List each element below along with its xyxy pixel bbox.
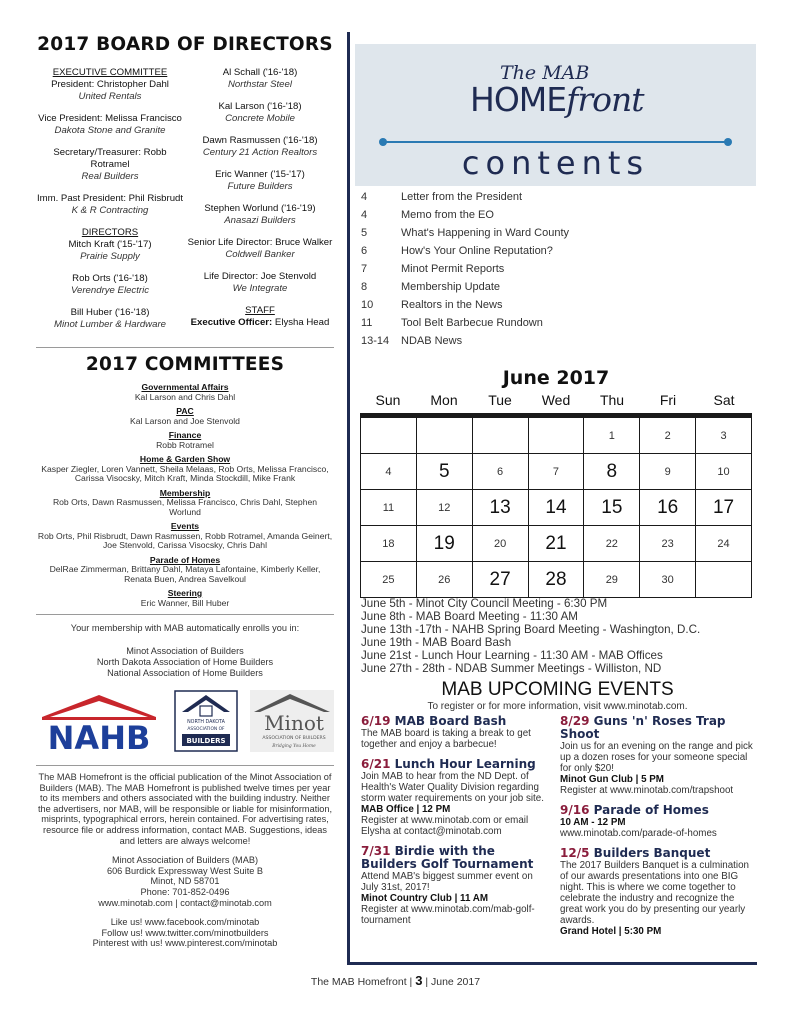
toc-item[interactable] [361, 208, 741, 226]
event-name: Parade of Homes [593, 803, 709, 817]
calendar-day: 11 [361, 490, 417, 526]
calendar-day: 29 [584, 562, 640, 598]
events-title: MAB UPCOMING EVENTS [441, 679, 674, 700]
calendar-day: 12 [416, 490, 472, 526]
committee [36, 407, 334, 426]
board-member-company: United Rentals [78, 91, 142, 102]
calendar-day [416, 418, 472, 454]
calendar-day: 9 [640, 454, 696, 490]
masthead-rule [383, 141, 729, 143]
committee [36, 556, 334, 585]
event-location: 10 AM - 12 PM [560, 817, 626, 828]
event-body [560, 817, 754, 839]
committee-members: Robb Rotramel [156, 439, 214, 450]
association-logos [36, 689, 334, 753]
event-description: The MAB board is taking a break to get together and enjoy a barbecue! [361, 728, 531, 750]
toc-page: 7 [361, 263, 368, 275]
event-description: Join us for an evening on the range and pick up a dozen roses for your someone special for only $20! [560, 741, 753, 774]
address-line: Minot Association of Builders (MAB) [111, 855, 259, 866]
calendar-day: 19 [416, 526, 472, 562]
weekday-label: Fri [659, 392, 677, 408]
about-text: The MAB Homefront is the official publication of the Minot Association of Builders (MAB). The MAB Homefront is published twelve times per year to its members and others associated with the building industry. Neither the advertisers, nor MAB, will be responsible or liable for misinformation, misprints, typographical errors, herein contained. For advertising rates, resource file or address information, contact MAB. Suggestions, ideas and letters are always welcome! [37, 772, 333, 846]
event-description: Join MAB to hear from the ND Dept. of Health's Water Quality Division regarding storm water requirements on your job site. [361, 771, 544, 804]
event-body [361, 728, 551, 750]
events-right-column [560, 715, 754, 945]
board-member-name: Senior Life Director: Bruce Walker [187, 237, 333, 248]
event-date: 6/19 [361, 714, 391, 728]
toc-page: 13-14 [361, 335, 390, 347]
toc-title: How's Your Online Reputation? [401, 245, 553, 257]
board-member-name: Secretary/Treasurer: Robb Rotramel [53, 147, 167, 170]
calendar-day: 7 [528, 454, 584, 490]
calendar-title: June 2017 [502, 367, 610, 389]
calendar-day: 24 [696, 526, 752, 562]
event-item [361, 715, 551, 750]
mab-address [36, 855, 334, 908]
board-member-name: Eric Wanner ('15-'17) [215, 169, 305, 180]
event-item [361, 758, 551, 837]
toc-item[interactable] [361, 280, 741, 298]
svg-text:Bridging You Home: Bridging You Home [272, 744, 316, 749]
board-member-name: Rob Orts ('16-'18) [72, 273, 148, 284]
contents-heading: contents [461, 144, 650, 182]
committee-name: Governmental Affairs [141, 382, 229, 392]
committee-members: Kal Larson and Joe Stenvold [130, 415, 240, 426]
calendar-week [361, 526, 752, 562]
toc-title: Tool Belt Barbecue Rundown [401, 317, 543, 329]
meeting-item: June 27th - 28th - NDAB Summer Meetings - Williston, ND [361, 662, 662, 675]
calendar-week [361, 454, 752, 490]
staff-head: STAFF [245, 305, 275, 316]
board-member-company: Prairie Supply [80, 251, 140, 262]
board-right-column [186, 67, 334, 341]
calendar-day: 23 [640, 526, 696, 562]
event-body [560, 741, 754, 796]
calendar-day: 25 [361, 562, 417, 598]
calendar-day: 26 [416, 562, 472, 598]
event-item [560, 715, 754, 796]
weekday-label: Wed [541, 392, 571, 408]
event-date: 9/16 [560, 803, 590, 817]
membership-orgs [36, 646, 334, 679]
toc-title: What's Happening in Ward County [401, 227, 569, 239]
meeting-item: June 21st - Lunch Hour Learning - 11:30 AM - MAB Offices [361, 649, 663, 662]
event-register: Register at www.minotab.com/trapshoot [560, 785, 734, 796]
committee-name: Parade of Homes [149, 554, 221, 565]
event-body [560, 860, 754, 937]
committee-name: Home & Garden Show [139, 454, 231, 464]
calendar-day: 20 [472, 526, 528, 562]
weekday-label: Sat [713, 392, 735, 408]
calendar-day: 6 [472, 454, 528, 490]
social-link[interactable]: Follow us! www.twitter.com/minotbuilders [101, 927, 269, 938]
committee [36, 455, 334, 484]
event-location: Minot Country Club | 11 AM [361, 893, 489, 904]
committee-members: Rob Orts, Dawn Rasmussen, Melissa Francisco, Chris Dahl, Stephen Worlund [52, 497, 318, 517]
board-member-company: We Integrate [232, 283, 288, 294]
toc-title: Letter from the President [401, 191, 523, 203]
event-location: MAB Office | 12 PM [361, 804, 451, 815]
event-register: Register at www.minotab.com or email Elysha at contact@minotab.com [361, 815, 529, 837]
weekday-label: Thu [599, 392, 625, 408]
board-member-name: Stephen Worlund ('16-'19) [204, 203, 316, 214]
membership-info [36, 623, 334, 679]
event-title [361, 715, 551, 728]
committee-name: Finance [168, 430, 202, 440]
masthead-logo: HOMEfront [470, 80, 644, 119]
calendar-day: 28 [528, 562, 584, 598]
toc-item[interactable] [361, 190, 741, 208]
event-body [361, 771, 551, 837]
board-member-name: Dawn Rasmussen ('16-'18) [202, 135, 318, 146]
column-divider [347, 32, 350, 964]
events-left-column [361, 715, 551, 934]
committee-name: Membership [159, 487, 211, 498]
calendar-day [472, 418, 528, 454]
event-register: www.minotab.com/parade-of-homes [560, 828, 717, 839]
event-name: MAB Board Bash [394, 714, 507, 728]
committee [36, 489, 334, 518]
address-line: 606 Burdick Expressway West Suite B [106, 865, 264, 876]
event-location: Grand Hotel | 5:30 PM [560, 926, 662, 937]
weekday-label: Sun [375, 392, 401, 408]
address-line: Phone: 701-852-0496 [140, 886, 230, 897]
committee-members: DelRae Zimmerman, Brittany Dahl, Mataya Lafontaine, Kimberly Keller, Renata Buen, Andrea Savelkoul [49, 564, 321, 584]
committee-members: Eric Wanner, Bill Huber [140, 597, 230, 608]
about-publication [36, 772, 334, 949]
board-member [186, 203, 334, 227]
events-subtitle: To register or for more information, visit www.minotab.com. [427, 701, 688, 712]
event-name: Builders Banquet [593, 846, 711, 860]
board-member-company: Coldwell Banker [225, 249, 295, 260]
toc-page: 8 [361, 281, 368, 293]
board-member-name: Mitch Kraft ('15-'17) [68, 239, 152, 250]
left-column [36, 34, 334, 958]
event-date: 12/5 [560, 846, 590, 860]
event-name: Guns 'n' Roses Trap Shoot [560, 714, 726, 741]
event-title [560, 847, 754, 860]
calendar-day: 2 [640, 418, 696, 454]
board-directory [36, 67, 334, 341]
toc-title: Realtors in the News [401, 299, 503, 311]
calendar-day: 3 [696, 418, 752, 454]
toc-item[interactable] [361, 262, 741, 280]
toc-title: Minot Permit Reports [401, 263, 505, 275]
board-member-company: Anasazi Builders [224, 215, 296, 226]
masthead [355, 44, 756, 186]
committee [36, 383, 334, 402]
event-date: 7/31 [361, 844, 391, 858]
board-left-column [36, 67, 184, 341]
address-line: Minot, ND 58701 [150, 876, 220, 887]
calendar-day: 13 [472, 490, 528, 526]
divider [36, 614, 334, 615]
bottom-border [347, 962, 757, 965]
nahb-logo [36, 689, 162, 753]
calendar-day: 22 [584, 526, 640, 562]
committees-title: 2017 COMMITTEES [85, 354, 285, 375]
staff-line [186, 317, 334, 329]
toc-page: 11 [361, 317, 373, 329]
board-member-name: Life Director: Joe Stenvold [203, 271, 317, 282]
board-member [36, 307, 184, 331]
calendar-day [696, 562, 752, 598]
toc-item[interactable] [361, 334, 741, 352]
membership-org: National Association of Home Builders [107, 668, 263, 678]
svg-text:BUILDERS: BUILDERS [186, 737, 226, 745]
committee [36, 431, 334, 450]
event-title [361, 758, 551, 771]
divider [36, 765, 334, 766]
social-link[interactable]: Pinterest with us! www.pinterest.com/minotab [92, 938, 278, 949]
meeting-item: June 13th -17th - NAHB Spring Board Meeting - Washington, D.C. [361, 623, 701, 636]
committee-name: Events [170, 521, 200, 531]
event-title [560, 715, 754, 741]
toc-item[interactable] [361, 316, 741, 334]
toc-item[interactable] [361, 226, 741, 244]
board-member [36, 147, 184, 183]
event-description: The 2017 Builders Banquet is a culmination of our awards presentations into one BIG night. This is where we come together to celebrate the industry and recognize the great work you do by presenting our yearly awards. [560, 860, 749, 926]
board-member-name: Bill Huber ('16-'18) [70, 307, 150, 318]
committee [36, 589, 334, 608]
board-member-company: Northstar Steel [228, 79, 292, 90]
board-member-company: Dakota Stone and Granite [54, 125, 166, 136]
calendar-day: 18 [361, 526, 417, 562]
social-link[interactable]: Like us! www.facebook.com/minotab [110, 917, 260, 928]
committee [36, 522, 334, 551]
calendar-day: 17 [696, 490, 752, 526]
staff-name: Elysha Head [274, 317, 330, 328]
calendar-day: 4 [361, 454, 417, 490]
committee-members: Rob Orts, Phil Risbrudt, Dawn Rasmussen, Robb Rotramel, Amanda Geinert, Joe Stenvold, Carissa Visocsky, Chris Dahl [37, 530, 333, 550]
board-member [36, 273, 184, 297]
svg-text:ASSOCIATION OF BUILDERS: ASSOCIATION OF BUILDERS [262, 736, 326, 741]
calendar-grid [360, 417, 752, 598]
committees-list [36, 383, 334, 608]
committee-members: Kasper Ziegler, Loren Vannett, Sheila Melaas, Rob Orts, Melissa Francisco, Carissa Visocsky, Mitch Kraft, Minda Stockdill, Mike Frank [41, 463, 329, 483]
weekday-label: Mon [430, 392, 458, 408]
meetings-list [361, 597, 756, 675]
board-member-name: Kal Larson ('16-'18) [218, 101, 302, 112]
toc-title: Membership Update [401, 281, 501, 293]
board-member [36, 113, 184, 137]
board-member-company: Minot Lumber & Hardware [54, 319, 166, 330]
committee-name: Steering [167, 588, 203, 598]
board-member [186, 101, 334, 125]
membership-org: Minot Association of Builders [126, 646, 244, 656]
calendar-day: 10 [696, 454, 752, 490]
calendar-day: 21 [528, 526, 584, 562]
calendar-day: 1 [584, 418, 640, 454]
minot-logo [250, 690, 334, 752]
table-of-contents [361, 190, 741, 352]
board-member [186, 237, 334, 261]
board-member [186, 135, 334, 159]
board-member-company: Concrete Mobile [225, 113, 295, 124]
svg-text:NORTH DAKOTA: NORTH DAKOTA [187, 720, 225, 725]
board-section-head: EXECUTIVE COMMITTEE [52, 67, 168, 78]
board-member [36, 227, 184, 263]
committee-members: Kal Larson and Chris Dahl [134, 391, 236, 402]
event-item [560, 804, 754, 839]
svg-text:NAHB: NAHB [47, 719, 151, 753]
calendar-weekdays [360, 392, 752, 408]
event-date: 8/29 [560, 714, 590, 728]
board-member [36, 67, 184, 103]
board-member-company: Century 21 Action Realtors [202, 147, 318, 158]
membership-intro: Your membership with MAB automatically enrolls you in: [70, 623, 300, 633]
board-section-head: DIRECTORS [81, 227, 139, 238]
board-member-name: Al Schall ('16-'18) [222, 67, 298, 78]
calendar-day [361, 418, 417, 454]
calendar-week [361, 490, 752, 526]
masthead-pre: The MAB [500, 62, 590, 84]
weekday-label: Tue [488, 392, 512, 408]
toc-page: 4 [361, 209, 368, 221]
calendar-week [361, 562, 752, 598]
board-member-company: Verendrye Electric [70, 285, 150, 296]
page-footer: The MAB Homefront | 3 | June 2017 [310, 973, 481, 988]
staff-entry [186, 305, 334, 329]
calendar-week [361, 418, 752, 454]
meeting-item: June 19th - MAB Board Bash [361, 636, 512, 649]
divider [36, 347, 334, 348]
toc-page: 5 [361, 227, 368, 239]
meeting-item: June 8th - MAB Board Meeting - 11:30 AM [361, 610, 578, 623]
board-member-company: Real Builders [81, 171, 139, 182]
calendar-day: 27 [472, 562, 528, 598]
calendar-day: 30 [640, 562, 696, 598]
event-register: Register at www.minotab.com/mab-golf-tournament [361, 904, 535, 926]
calendar-day: 15 [584, 490, 640, 526]
staff-label: Executive Officer: [190, 317, 273, 328]
event-body [361, 871, 551, 926]
toc-page: 4 [361, 191, 368, 203]
meeting-item: June 5th - Minot City Council Meeting - 6:30 PM [361, 597, 608, 610]
board-title: 2017 BOARD OF DIRECTORS [37, 34, 333, 55]
calendar-day: 8 [584, 454, 640, 490]
event-title [361, 845, 551, 871]
board-member-company: K & R Contracting [71, 205, 149, 216]
calendar-day: 14 [528, 490, 584, 526]
event-title [560, 804, 754, 817]
calendar-day: 16 [640, 490, 696, 526]
svg-text:ASSOCIATION OF: ASSOCIATION OF [187, 727, 225, 732]
toc-title: Memo from the EO [401, 209, 494, 221]
ndab-logo [174, 690, 238, 752]
toc-page: 6 [361, 245, 368, 257]
board-member-company: Future Builders [227, 181, 293, 192]
toc-title: NDAB News [401, 335, 463, 347]
event-location: Minot Gun Club | 5 PM [560, 774, 664, 785]
membership-org: North Dakota Association of Home Builders [96, 657, 274, 667]
address-line: www.minotab.com | contact@minotab.com [98, 897, 272, 908]
calendar-day [528, 418, 584, 454]
calendar-day: 5 [416, 454, 472, 490]
event-item [361, 845, 551, 926]
toc-page: 10 [361, 299, 374, 311]
social-links [36, 917, 334, 949]
board-member [186, 271, 334, 295]
event-name: Lunch Hour Learning [394, 757, 536, 771]
toc-item[interactable] [361, 244, 741, 262]
page-number: 3 [415, 973, 423, 988]
event-item [560, 847, 754, 937]
board-member [186, 169, 334, 193]
event-name: Birdie with the Builders Golf Tournament [361, 844, 534, 871]
committee-name: PAC [176, 406, 194, 416]
toc-item[interactable] [361, 298, 741, 316]
board-member [186, 67, 334, 91]
event-date: 6/21 [361, 757, 391, 771]
board-member-name: Imm. Past President: Phil Risbrudt [36, 193, 184, 204]
board-member [36, 193, 184, 217]
board-member-name: Vice President: Melissa Francisco [38, 113, 182, 124]
board-member-name: President: Christopher Dahl [51, 79, 169, 90]
svg-text:Minot: Minot [264, 711, 324, 735]
event-description: Attend MAB's biggest summer event on July 31st, 2017! [361, 871, 533, 893]
